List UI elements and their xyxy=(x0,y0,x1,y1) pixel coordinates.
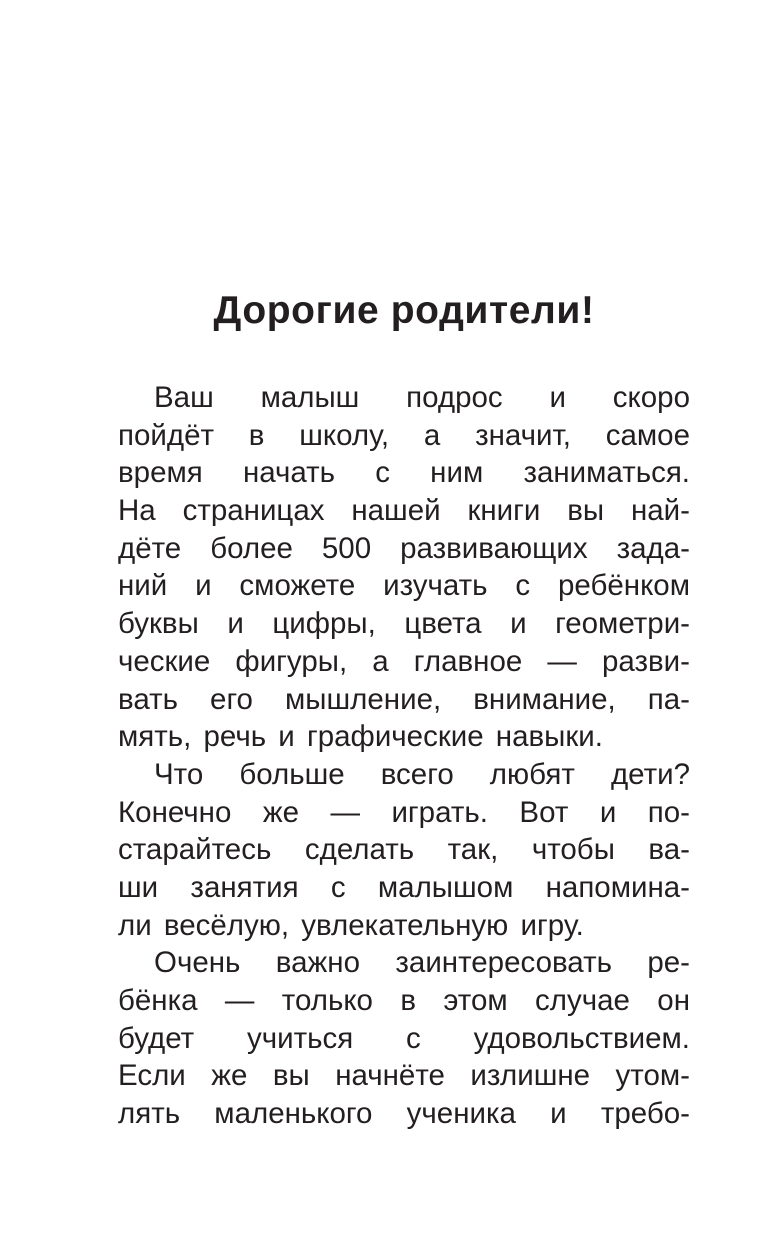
text-line: вать его мышление, внимание, па- xyxy=(118,682,690,716)
paragraph-2 xyxy=(118,756,690,944)
text-line: буквы и цифры, цвета и геометри- xyxy=(118,607,690,641)
text-line: будет учиться с удовольствием. xyxy=(118,1021,690,1055)
text-line: Что больше всего любят дети? xyxy=(154,757,690,791)
text-line: ши занятия с малышом напомина- xyxy=(118,870,690,904)
text-line: Если же вы начнёте излишне утом- xyxy=(118,1059,690,1093)
text-line: лять маленького ученика и требо- xyxy=(118,1097,690,1131)
text-line: старайтесь сделать так, чтобы ва- xyxy=(118,833,690,867)
paragraph-3 xyxy=(118,944,690,1132)
text-line: пойдёт в школу, а значит, самое xyxy=(118,418,690,452)
text-line: Очень важно заинтересовать ре- xyxy=(154,946,690,980)
text-line: мять, речь и графические навыки. xyxy=(118,720,603,754)
text-line: Конечно же — играть. Вот и по- xyxy=(118,795,690,829)
text-line: дёте более 500 развивающих зада- xyxy=(118,531,690,565)
text-line: На страницах нашей книги вы най- xyxy=(118,494,690,528)
text-line: ли весёлую, увлекательную игру. xyxy=(118,908,584,942)
body-text xyxy=(118,379,690,1133)
text-line: ний и сможете изучать с ребёнком xyxy=(118,569,690,603)
text-line: бёнка — только в этом случае он xyxy=(118,984,690,1017)
page-title: Дорогие родители! xyxy=(213,289,595,332)
text-line: ческие фигуры, а главное — разви- xyxy=(118,644,690,678)
text-line: Ваш малыш подрос и скоро xyxy=(154,381,690,414)
paragraph-1 xyxy=(118,379,690,756)
text-line: время начать с ним заниматься. xyxy=(118,456,690,490)
